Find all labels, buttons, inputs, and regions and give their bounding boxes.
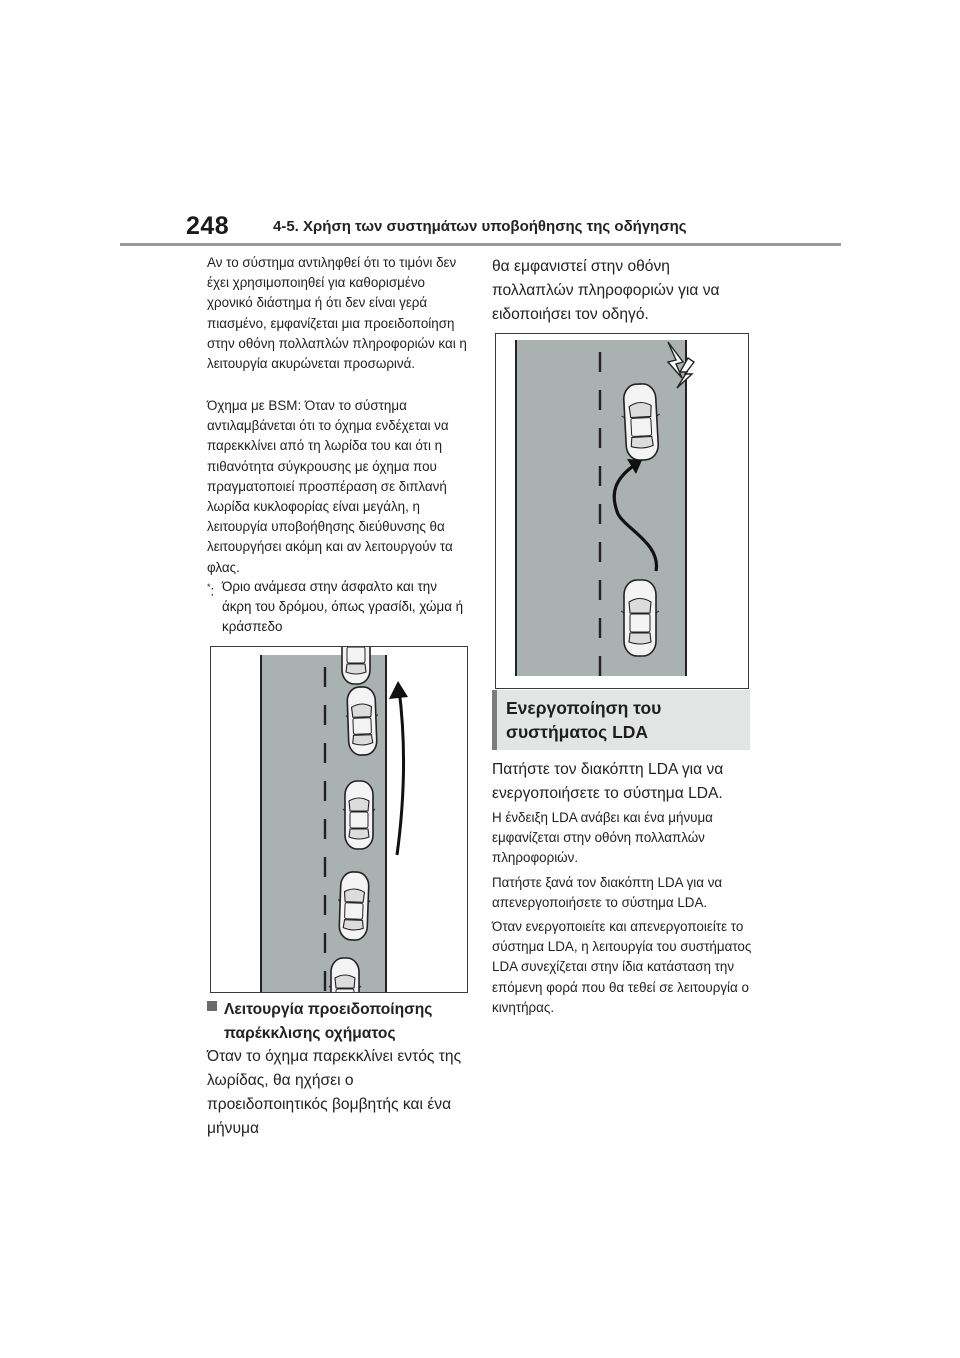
paragraph-notify-driver: θα εμφανιστεί στην οθόνη πολλαπλών πληροφοριών για να ειδοποιήσει τον οδηγό.: [492, 258, 720, 323]
path-arrow-line: [397, 689, 404, 855]
subheading-departure-warning: Λειτουργία προειδοποίησης παρέκκλισης οχήματος: [207, 998, 469, 1046]
paragraph-steering-warning: Αν το σύστημα αντιληφθεί ότι το τιμόνι δεν έχει χρησιμοποιηθεί για καθορισμένο χρονικό διάστημα ή ότι δεν είναι γερά πιασμένο, εμφανίζεται μια προειδοποίηση στην οθόνη πολλαπλών πληροφοριών και η λειτουργία ακυρώνεται προσωρινά.: [207, 255, 467, 372]
paragraph-departure-warning: Όταν το όχημα παρεκκλίνει εντός της λωρίδας, θα ηχήσει ο προειδοποιητικός βομβητής και ένα μήνυμα: [207, 1048, 462, 1137]
footnote-text: Όριο ανάμεσα στην άσφαλτο και την άκρη του δρόμου, όπως γρασίδι, χώμα ή κράσπεδο: [222, 579, 464, 635]
car-icon: [343, 781, 375, 849]
section-title: 4-5. Χρήση των συστημάτων υποβοήθησης της οδήγησης: [273, 218, 687, 235]
car-icon: [329, 958, 361, 992]
car-icon: [345, 686, 379, 755]
arrow-head-icon: [389, 681, 408, 699]
header-rule: [120, 243, 841, 246]
figure-lane-keeping: [210, 646, 468, 993]
car-icon: [620, 383, 662, 461]
paragraph-lda-state: Όταν ενεργοποιείτε και απενεργοποιείτε το σύστημα LDA, η λειτουργία του συστήματος LDA συνεχίζεται στην ίδια κατάσταση την επόμενη φορά που θα τεθεί σε λειτουργία ο κινητήρας.: [492, 919, 752, 1015]
paragraph-bsm: Όχημα με BSM: Όταν το σύστημα αντιλαμβάνεται ότι το όχημα ενδέχεται να παρεκκλίνει από τη λωρίδα του και ότι η πιθανότητα σύγκρουσης με όχημα που πραγματοποιεί προσπέραση σε διπλανή λωρίδα κυκλοφορίας είναι μεγάλη, η λειτουργία υποβοήθησης διεύθυνσης θα λειτουργήσει ακόμη και αν λειτουργούν τα φλας.: [207, 398, 453, 575]
page-number: 248: [186, 212, 230, 240]
figure-lane-departure: [495, 333, 749, 689]
heading-enable-lda: Ενεργοποίηση του συστήματος LDA: [492, 690, 750, 750]
paragraph-lda-indicator: Η ένδειξη LDA ανάβει και ένα μήνυμα εμφανίζεται στην οθόνη πολλαπλών πληροφοριών.: [492, 810, 713, 866]
lane-keeping-diagram-icon: [211, 647, 467, 992]
paragraph-press-lda: Πατήστε τον διακόπτη LDA για να ενεργοποιήσετε το σύστημα LDA.: [492, 761, 724, 802]
bullet-square-icon: [207, 1001, 217, 1011]
heading-accent-bar: [492, 690, 497, 750]
footnote-mark: *:: [207, 582, 215, 599]
car-icon: [340, 647, 372, 684]
car-icon: [337, 871, 371, 940]
paragraph-disable-lda: Πατήστε ξανά τον διακόπτη LDA για να απενεργοποιήσετε το σύστημα LDA.: [492, 875, 723, 911]
lane-departure-diagram-icon: [496, 334, 748, 688]
car-icon: [621, 580, 659, 656]
footnote: [207, 577, 469, 638]
